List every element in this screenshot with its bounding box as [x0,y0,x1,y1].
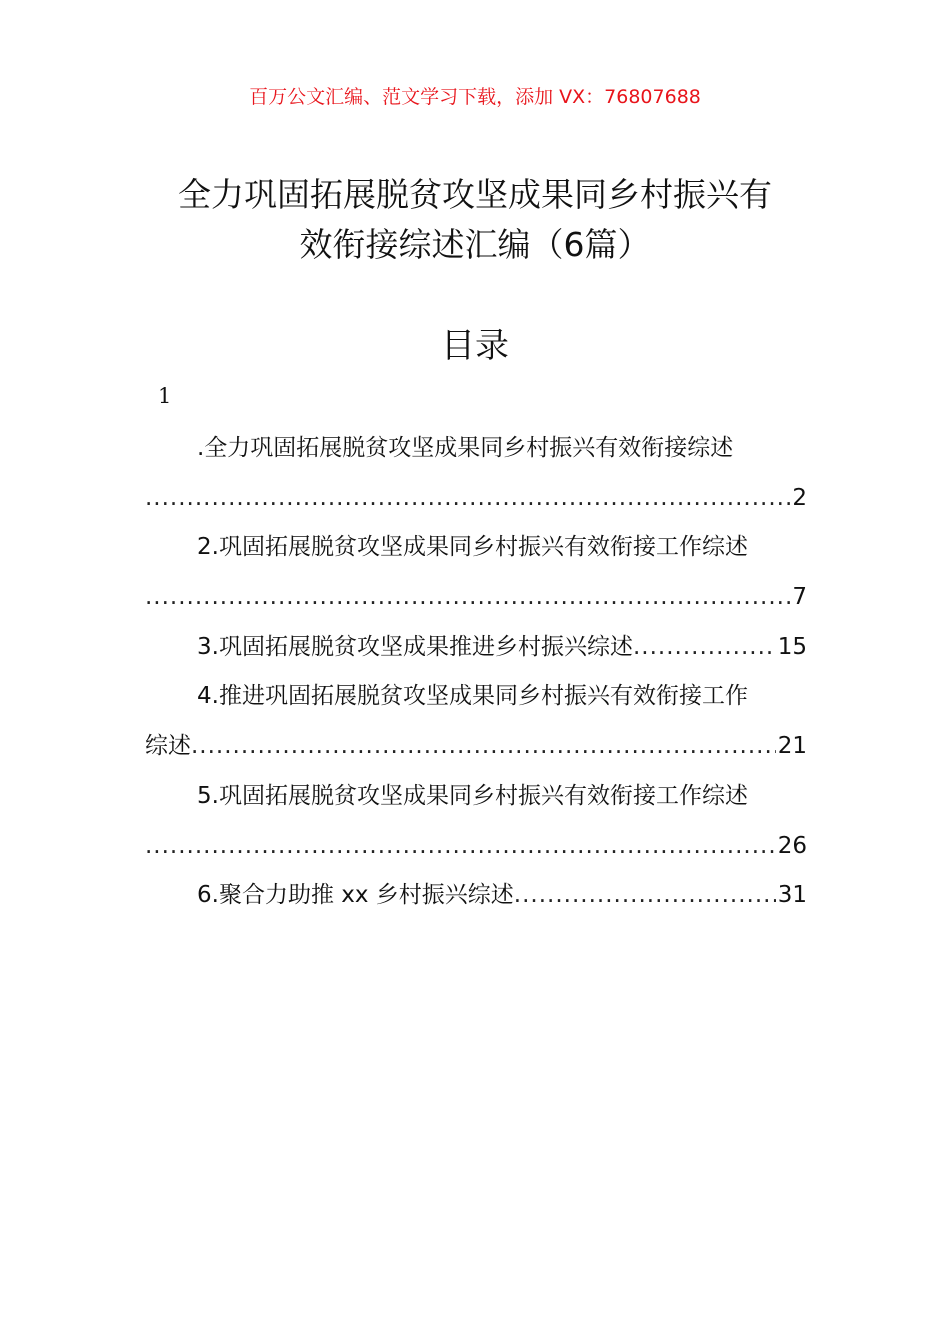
toc-item-4-title-continued: 综述 [145,733,191,760]
toc-item-3-title: 3.巩固拓展脱贫攻坚成果推进乡村振兴综述 [197,633,633,660]
document-title-line-2: 效衔接综述汇编（6篇） [299,225,651,264]
document-title [140,170,810,270]
toc-item-5-page: 26 [777,832,807,859]
toc-item-5-title[interactable]: 5.巩固拓展脱贫攻坚成果同乡村振兴有效衔接工作综述 [197,782,748,809]
toc-item-2-title[interactable]: 2.巩固拓展脱贫攻坚成果同乡村振兴有效衔接工作综述 [197,534,748,561]
toc-item-4-page: 21 [777,733,807,760]
dot-leader [145,474,790,524]
table-of-contents [145,424,807,921]
dot-leader [514,871,776,921]
header-banner: 百万公文汇编、范文学习下载，添加 VX：76807688 [249,86,701,108]
stray-number: 1 [158,384,172,408]
toc-item-6[interactable] [145,871,807,921]
toc-item-5-leader-line[interactable] [145,822,807,872]
dot-leader [145,822,776,872]
toc-item-1-page: 2 [792,484,807,511]
dot-leader [633,623,776,673]
toc-item-2-leader-line[interactable] [145,573,807,623]
dot-leader [191,722,776,772]
dot-leader [145,573,790,623]
toc-item-6-title: 6.聚合力助推 xx 乡村振兴综述 [197,882,514,909]
toc-item-6-page: 31 [777,882,807,909]
toc-item-1-title[interactable]: .全力巩固拓展脱贫攻坚成果同乡村振兴有效衔接综述 [197,435,734,461]
document-title-line-1: 全力巩固拓展脱贫攻坚成果同乡村振兴有 [178,175,772,214]
toc-item-3[interactable] [145,623,807,673]
toc-item-3-page: 15 [777,633,807,660]
toc-item-1-leader-line[interactable] [145,474,807,524]
toc-item-4-title[interactable]: 4.推进巩固拓展脱贫攻坚成果同乡村振兴有效衔接工作 [197,683,748,710]
toc-item-4-leader-line[interactable] [145,722,807,772]
toc-heading: 目录 [441,326,509,366]
toc-item-2-page: 7 [792,584,807,611]
